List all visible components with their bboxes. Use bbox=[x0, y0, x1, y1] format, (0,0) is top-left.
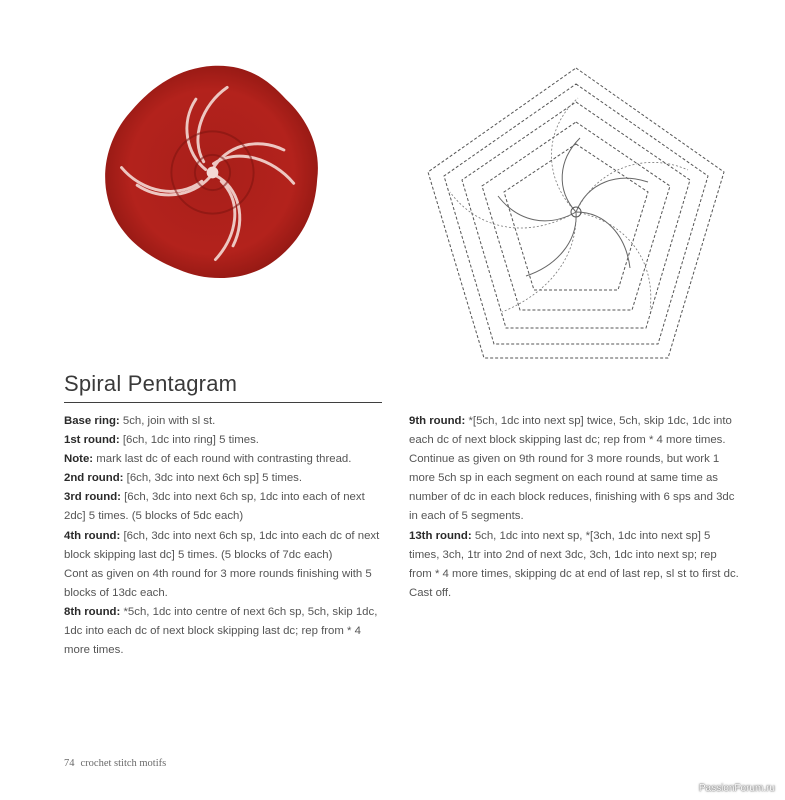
page-footer bbox=[64, 758, 166, 769]
instruction-round-3: 3rd round: [6ch, 3dc into next 6ch sp, 1dc into each of next 2dc] 5 times. (5 blocks of 5dc each) bbox=[64, 491, 365, 523]
spiral-pentagram-photo bbox=[100, 60, 325, 285]
section-name: crochet stitch motifs bbox=[80, 758, 167, 769]
instruction-note: Note: mark last dc of each round with contrasting thread. bbox=[64, 453, 352, 466]
page-title: Spiral Pentagram bbox=[64, 371, 238, 396]
instruction-round-2: 2nd round: [6ch, 3dc into next 6ch sp] 5 times. bbox=[64, 472, 303, 485]
instruction-continue-4: Cont as given on 4th round for 3 more rounds finishing with 5 blocks of 13dc each. bbox=[64, 567, 372, 599]
instructions-right-column bbox=[409, 412, 739, 603]
instruction-round-4: 4th round: [6ch, 3dc into next 6ch sp, 1dc into each dc of next block skipping last dc] 5 times. (5 blocks of 7dc each) bbox=[64, 529, 380, 561]
instruction-round-1: 1st round: [6ch, 1dc into ring] 5 times. bbox=[64, 434, 259, 447]
page-number: 74 bbox=[64, 758, 75, 769]
instruction-cast-off: Cast off. bbox=[409, 586, 452, 599]
instruction-base-ring: Base ring: 5ch, join with sl st. bbox=[64, 415, 216, 427]
stitch-diagram bbox=[418, 62, 734, 366]
instruction-round-9: 9th round: *[5ch, 1dc into next sp] twice, 5ch, skip 1dc, 1dc into each dc of next block skipping last dc; rep from * 4 more times. bbox=[409, 415, 732, 447]
instruction-continue-9: Continue as given on 9th round for 3 more rounds, but work 1 more 5ch sp in each segment on each round at same time as number of dc in each block reduces, finishing with 6 sps and 3dc in each of 5 segments. bbox=[409, 453, 735, 523]
instructions-left-column bbox=[64, 412, 382, 660]
instruction-round-13: 13th round: 5ch, 1dc into next sp, *[3ch, 1dc into next sp] 5 times, 3ch, 1tr into 2nd of next 3dc, 3ch, 1dc into next sp; rep from * 4 more times, skipping dc at end of last rep, sl st to first dc. bbox=[409, 529, 739, 580]
watermark: PassionForum.ru bbox=[698, 783, 775, 794]
title-rule bbox=[64, 402, 382, 403]
instruction-round-8: 8th round: *5ch, 1dc into centre of next 6ch sp, 5ch, skip 1dc, 1dc into each dc of next block skipping last dc; rep from * 4 more times. bbox=[64, 605, 378, 657]
